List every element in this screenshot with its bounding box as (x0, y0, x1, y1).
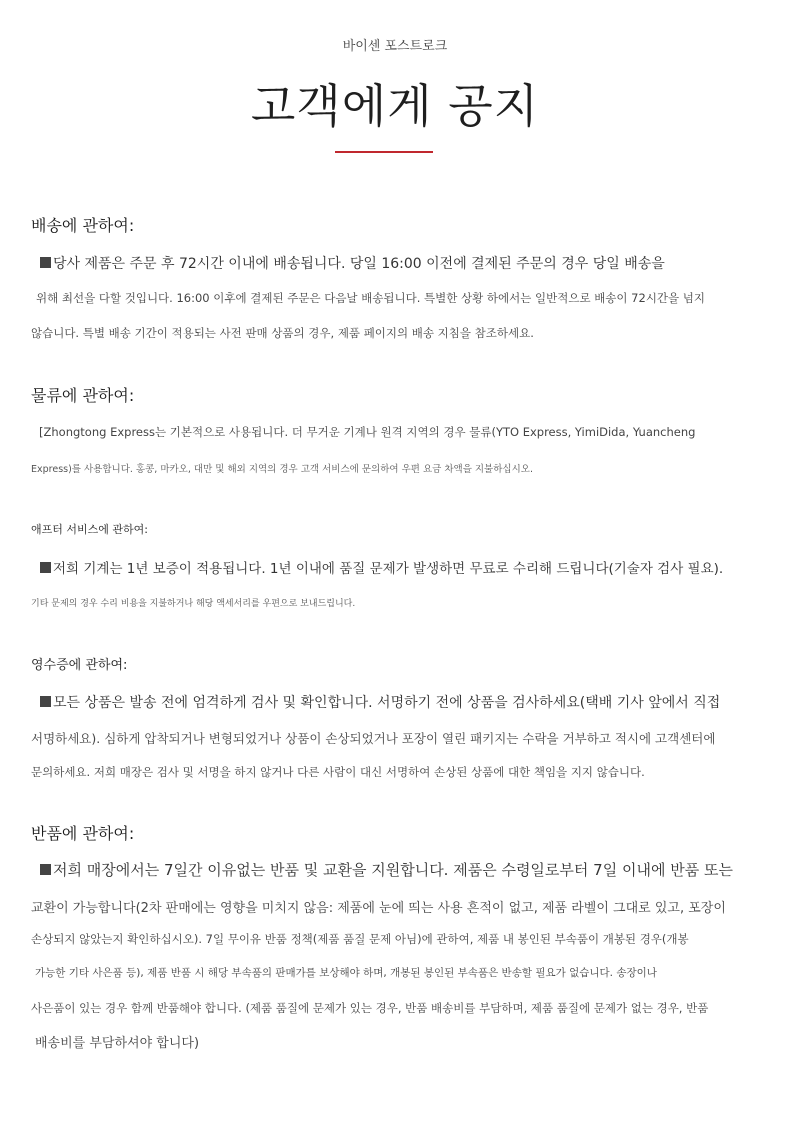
brand-name: 바이센 포스트로크 (342, 39, 448, 54)
returns-line-6: 배송비를 부담하셔야 합니다) (35, 1036, 200, 1051)
logistics-line-2: Express)를 사용합니다. 홍콩, 마카오, 대만 및 해외 지역의 경우 고객 서비스에 문의하여 우편 요금 차액을 지불하십시오. (31, 464, 533, 475)
section-heading-receipt: 영수증에 관하여: (31, 658, 128, 673)
after-service-line-2: 기타 문제의 경우 수리 비용을 지불하거나 해당 액세서리를 우편으로 보내드립니다. (31, 599, 356, 609)
returns-line-5: 사은품이 있는 경우 함께 반품해야 합니다. (제품 품질에 문제가 있는 경우, 반품 배송비를 부담하며, 제품 품질에 문제가 없는 경우, 반품 (31, 1001, 709, 1015)
section-heading-shipping: 배송에 관하여: (31, 216, 135, 235)
returns-line-2: 교환이 가능합니다(2차 판매에는 영향을 미치지 않음: 제품에 눈에 띄는 사용 흔적이 없고, 제품 라벨이 그대로 있고, 포장이 (31, 901, 726, 916)
receipt-line-2: 서명하세요). 심하게 압착되거나 변형되었거나 상품이 손상되었거나 포장이 열린 패키지는 수락을 거부하고 적시에 고객센터에 (31, 731, 716, 746)
receipt-line-1: 모든 상품은 발송 전에 엄격하게 검사 및 확인합니다. 서명하기 전에 상품을 검사하세요(택배 기사 앞에서 직접 (40, 692, 720, 712)
bullet-icon (40, 257, 51, 268)
after-service-line-1: 저희 기계는 1년 보증이 적용됩니다. 1년 이내에 품질 문제가 발생하면 무료로 수리해 드립니다(기술자 검사 필요). (40, 557, 723, 577)
logistics-line-1: [Zhongtong Express는 기본적으로 사용됩니다. 더 무거운 기계나 원격 지역의 경우 물류(YTO Express, YimiDida, Yuancheng (39, 425, 696, 439)
shipping-line-3: 않습니다. 특별 배송 기간이 적용되는 사전 판매 상품의 경우, 제품 페이지의 배송 지침을 참조하세요. (31, 326, 534, 340)
bullet-icon (40, 696, 51, 707)
page-title: 고객에게 공지 (250, 79, 540, 133)
returns-line-1: 저희 매장에서는 7일간 이유없는 반품 및 교환을 지원합니다. 제품은 수령일로부터 7일 이내에 반품 또는 (40, 859, 733, 880)
bullet-icon (40, 864, 51, 875)
section-heading-logistics: 물류에 관하여: (31, 386, 135, 405)
returns-line-4: 가능한 기타 사은품 등), 제품 반품 시 해당 부속품의 판매가를 보상해야 하며, 개봉된 봉인된 부속품은 반송할 필요가 없습니다. 송장이나 (35, 967, 657, 979)
shipping-line-2: 위해 최선을 다할 것입니다. 16:00 이후에 결제된 주문은 다음날 배송됩니다. 특별한 상황 하에서는 일반적으로 배송이 72시간을 넘지 (36, 291, 706, 305)
shipping-line-1: 당사 제품은 주문 후 72시간 이내에 배송됩니다. 당일 16:00 이전에 결제된 주문의 경우 당일 배송을 (40, 253, 665, 273)
title-divider (335, 151, 433, 153)
bullet-icon (40, 562, 51, 573)
returns-line-3: 손상되지 않았는지 확인하십시오). 7일 무이유 반품 정책(제품 품질 문제 아님)에 관하여, 제품 내 봉인된 부속품이 개봉된 경우(개봉 (31, 932, 689, 946)
receipt-line-3: 문의하세요. 저희 매장은 검사 및 서명을 하지 않거나 다른 사람이 대신 서명하여 손상된 상품에 대한 책임을 지지 않습니다. (31, 765, 645, 779)
section-heading-after-service: 애프터 서비스에 관하여: (31, 523, 148, 536)
section-heading-returns: 반품에 관하여: (31, 824, 135, 843)
